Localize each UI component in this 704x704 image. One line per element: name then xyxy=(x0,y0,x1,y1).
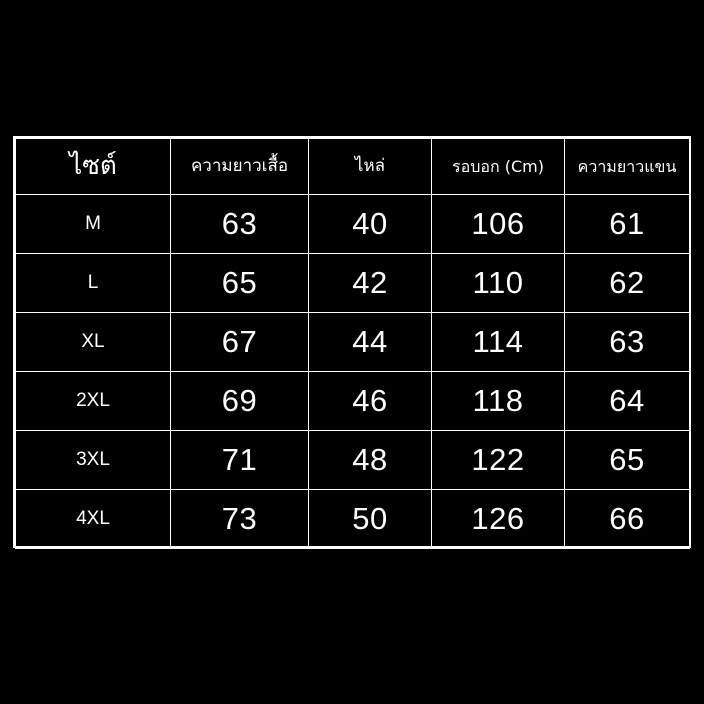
cell-shoulder: 50 xyxy=(309,490,432,549)
cell-chest: 114 xyxy=(432,313,565,372)
table-row xyxy=(16,490,690,549)
cell-chest: 118 xyxy=(432,372,565,431)
cell-length: 65 xyxy=(171,254,309,313)
cell-size: M xyxy=(16,195,171,254)
header-row xyxy=(16,139,690,195)
cell-shoulder: 40 xyxy=(309,195,432,254)
cell-length: 63 xyxy=(171,195,309,254)
cell-length: 67 xyxy=(171,313,309,372)
cell-chest: 110 xyxy=(432,254,565,313)
cell-size: 4XL xyxy=(16,490,171,549)
column-header-shoulder: ไหล่ xyxy=(309,139,432,195)
cell-chest: 126 xyxy=(432,490,565,549)
cell-length: 73 xyxy=(171,490,309,549)
column-header-size: ไซต์ xyxy=(16,139,171,195)
cell-size: XL xyxy=(16,313,171,372)
cell-sleeve: 66 xyxy=(565,490,690,549)
cell-sleeve: 62 xyxy=(565,254,690,313)
table-row xyxy=(16,431,690,490)
table-row xyxy=(16,254,690,313)
size-chart-table xyxy=(15,138,690,549)
cell-sleeve: 63 xyxy=(565,313,690,372)
cell-chest: 106 xyxy=(432,195,565,254)
column-header-sleeve: ความยาวแขน xyxy=(565,139,690,195)
cell-size: L xyxy=(16,254,171,313)
table-body xyxy=(16,195,690,549)
cell-length: 71 xyxy=(171,431,309,490)
column-header-chest: รอบอก (Cm) xyxy=(432,139,565,195)
cell-sleeve: 61 xyxy=(565,195,690,254)
cell-size: 2XL xyxy=(16,372,171,431)
table-row xyxy=(16,372,690,431)
table-header xyxy=(16,139,690,195)
table-row xyxy=(16,313,690,372)
cell-shoulder: 42 xyxy=(309,254,432,313)
cell-shoulder: 48 xyxy=(309,431,432,490)
table-row xyxy=(16,195,690,254)
cell-length: 69 xyxy=(171,372,309,431)
cell-shoulder: 46 xyxy=(309,372,432,431)
cell-chest: 122 xyxy=(432,431,565,490)
cell-sleeve: 64 xyxy=(565,372,690,431)
column-header-length: ความยาวเสื้อ xyxy=(171,139,309,195)
cell-shoulder: 44 xyxy=(309,313,432,372)
size-chart-container xyxy=(13,136,691,548)
cell-sleeve: 65 xyxy=(565,431,690,490)
cell-size: 3XL xyxy=(16,431,171,490)
